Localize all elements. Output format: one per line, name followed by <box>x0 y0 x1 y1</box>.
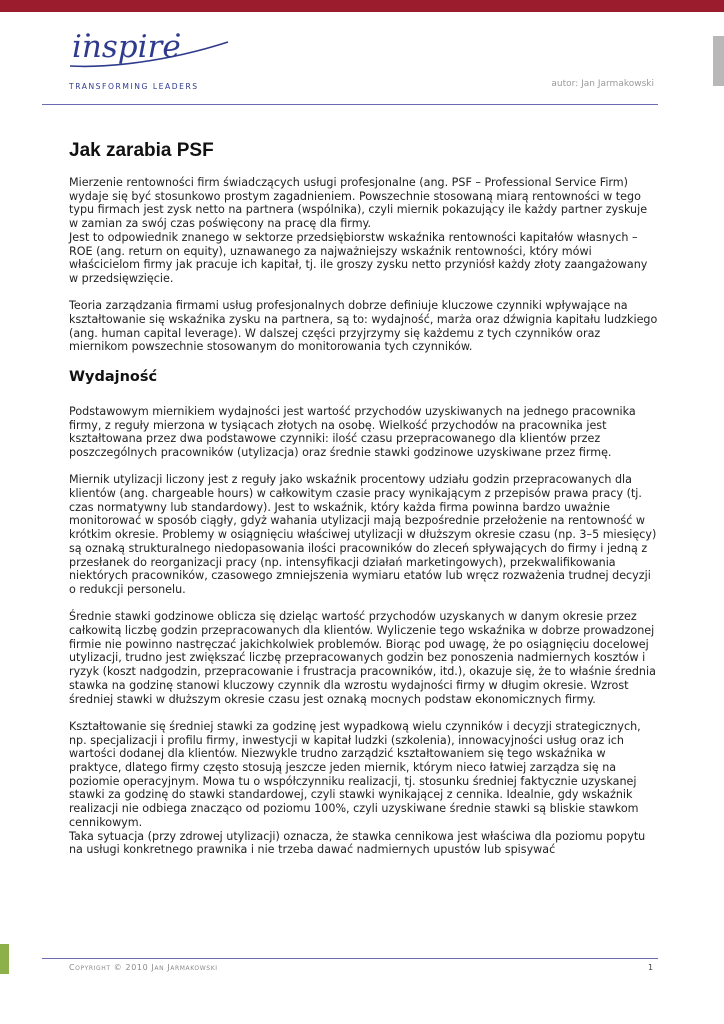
intro-paragraph-2: Teoria zarządzania firmami usług profesjonalnych dobrze definiuje kluczowe czynniki wpływające na kształtowanie się wskaźnika zysku na partnera, są to: wydajność, marża oraz dźwignia kapitału ludzkiego (ang. human capital leverage). W dalszej części przyjrzymy się każdemu z tych czynników oraz miernikom powszechnie stosowanym do monitorowania tych czynników. <box>69 299 658 354</box>
intro-paragraph-1 <box>69 176 659 286</box>
page-edge-tab <box>713 36 724 86</box>
section-paragraph-1: Podstawowym miernikiem wydajności jest wartość przychodów uzyskiwanych na jednego pracownika firmy, z reguły mierzona w tysiącach złotych na osobę. Wielkość przychodów na pracownika jest kształtowana przez dwa podstawowe czynniki: ilość czasu przepracowanego dla klientów przez poszczególnych pracowników (utylizacja) oraz średnie stawki godzinowe uzyskiwane przez firmę. <box>69 404 636 459</box>
intro-text-1a: Mierzenie rentowności firm świadczących usługi profesjonalne (ang. PSF – Professional Service Firm) wydaje się być stosunkowo prostym zagadnieniem. Powszechnie stosowaną miarą rentowności w tego typu firmach jest zysk netto na partnera (wspólnika), czyli miernik pokazujący ile każdy partner zyskuje w zamian za swój czas poświęcony na pracę dla firmy. <box>69 176 648 231</box>
header-divider <box>42 104 658 105</box>
logo-wordmark: inspire <box>72 30 181 65</box>
inspire-logo <box>66 30 236 92</box>
section-paragraph-4 <box>69 720 659 857</box>
document-title: Jak zarabia PSF <box>69 140 214 161</box>
copyright-notice: Copyright © 2010 Jan Jarmakowski <box>69 963 218 972</box>
section-paragraph-2: Miernik utylizacji liczony jest z reguły jako wskaźnik procentowy udziału godzin przepracowanych dla klientów (ang. chargeable hours) w całkowitym czasie pracy wynikającym z przepisów prawa pracy (tj. czas normatywny lub standardowy). Jest to wskaźnik, który każda firma powinna bardzo uważnie monitorować w sposób ciągły, gdyż wahania utylizacji mają bezpośrednie przełożenie na rentowność w krótkim okresie. Problemy w osiągnięciu właściwej utylizacji w dłuższym okresie czasu (np. 3–5 miesięcy) są oznaką strukturalnego niedopasowania ilości pracowników do zleceń spływających do firmy i jedną z przesłanek do reorganizacji pracy (np. intensyfikacji działań marketingowych), przekwalifikowania niektórych pracowników, czasowego zmniejszenia wymiaru etatów lub wręcz rozważenia trudnej decyzji o redukcji personelu. <box>69 473 657 596</box>
author-label: autor: Jan Jarmakowski <box>551 79 654 89</box>
top-accent-bar <box>0 0 724 12</box>
section-heading: Wydajność <box>69 368 158 385</box>
inspire-logo-mark <box>66 30 236 80</box>
footer-divider <box>42 958 658 959</box>
section-text-4a: Kształtowanie się średniej stawki za godzinę jest wypadkową wielu czynników i decyzji strategicznych, np. specjalizacji i profilu firmy, inwestycji w kapitał ludzki (szkolenia), innowacyjności usług oraz ich wartości dodanej dla klientów. Niezwykle trudno zarządzić kształtowaniem się tego wskaźnika w praktyce, dlatego firmy często stosują jeszcze jeden miernik, którym nieco łatwiej zarządza się na poziomie operacyjnym. Mowa tu o współczynniku realizacji, tj. stosunku średniej faktycznie uzyskanej stawki za godzinę do stawki standardowej, czyli stawki wynikającej z cennika. Idealnie, gdy wskaźnik realizacji nie odbiega znacząco od poziomu 100%, czyli uzyskiwane średnie stawki są bliskie stawkom cennikowym. <box>69 719 641 829</box>
document-body <box>69 176 659 871</box>
section-text-4b: Taka sytuacja (przy zdrowej utylizacji) oznacza, że stawka cennikowa jest właściwa dla poziomu popytu na usługi konkretnego prawnika i nie trzeba dawać nadmiernych upustów lub spisywać <box>69 829 646 857</box>
page-number: 1 <box>648 963 654 972</box>
intro-text-1b: Jest to odpowiednik znanego w sektorze przedsiębiorstw wskaźnika rentowności kapitałów własnych – ROE (ang. return on equity), uznawanego za najważniejszy wskaźnik rentowności, który mówi właścicielom firmy jak pracuje ich kapitał, tj. ile groszy zysku netto przyniósł każdy złoty zaangażowany w przedsięwzięcie. <box>69 230 648 285</box>
logo-tagline: TRANSFORMING LEADERS <box>69 82 199 91</box>
margin-marker <box>0 944 9 974</box>
section-paragraph-3: Średnie stawki godzinowe oblicza się dzieląc wartość przychodów uzyskanych w danym okresie przez całkowitą liczbę godzin przepracowanych dla klientów. Wyliczenie tego wskaźnika w dobrze prowadzonej firmie nie powinno nastręczać jakichkolwiek problemów. Biorąc pod uwagę, że po osiągnięciu docelowej utylizacji, trudno jest zwiększać liczbę przepracowanych godzin bez ponoszenia nadmiernych kosztów i ryzyk (koszt nadgodzin, przepracowanie i frustracja pracowników, itd.), okazuje się, że to właśnie średnia stawka na godzinę stanowi kluczowy czynnik dla wzrostu wydajności firmy w długim okresie. Wzrost średniej stawki w dłuższym okresie czasu jest oznaką mocnych podstaw ekonomicznych firmy. <box>69 610 656 706</box>
